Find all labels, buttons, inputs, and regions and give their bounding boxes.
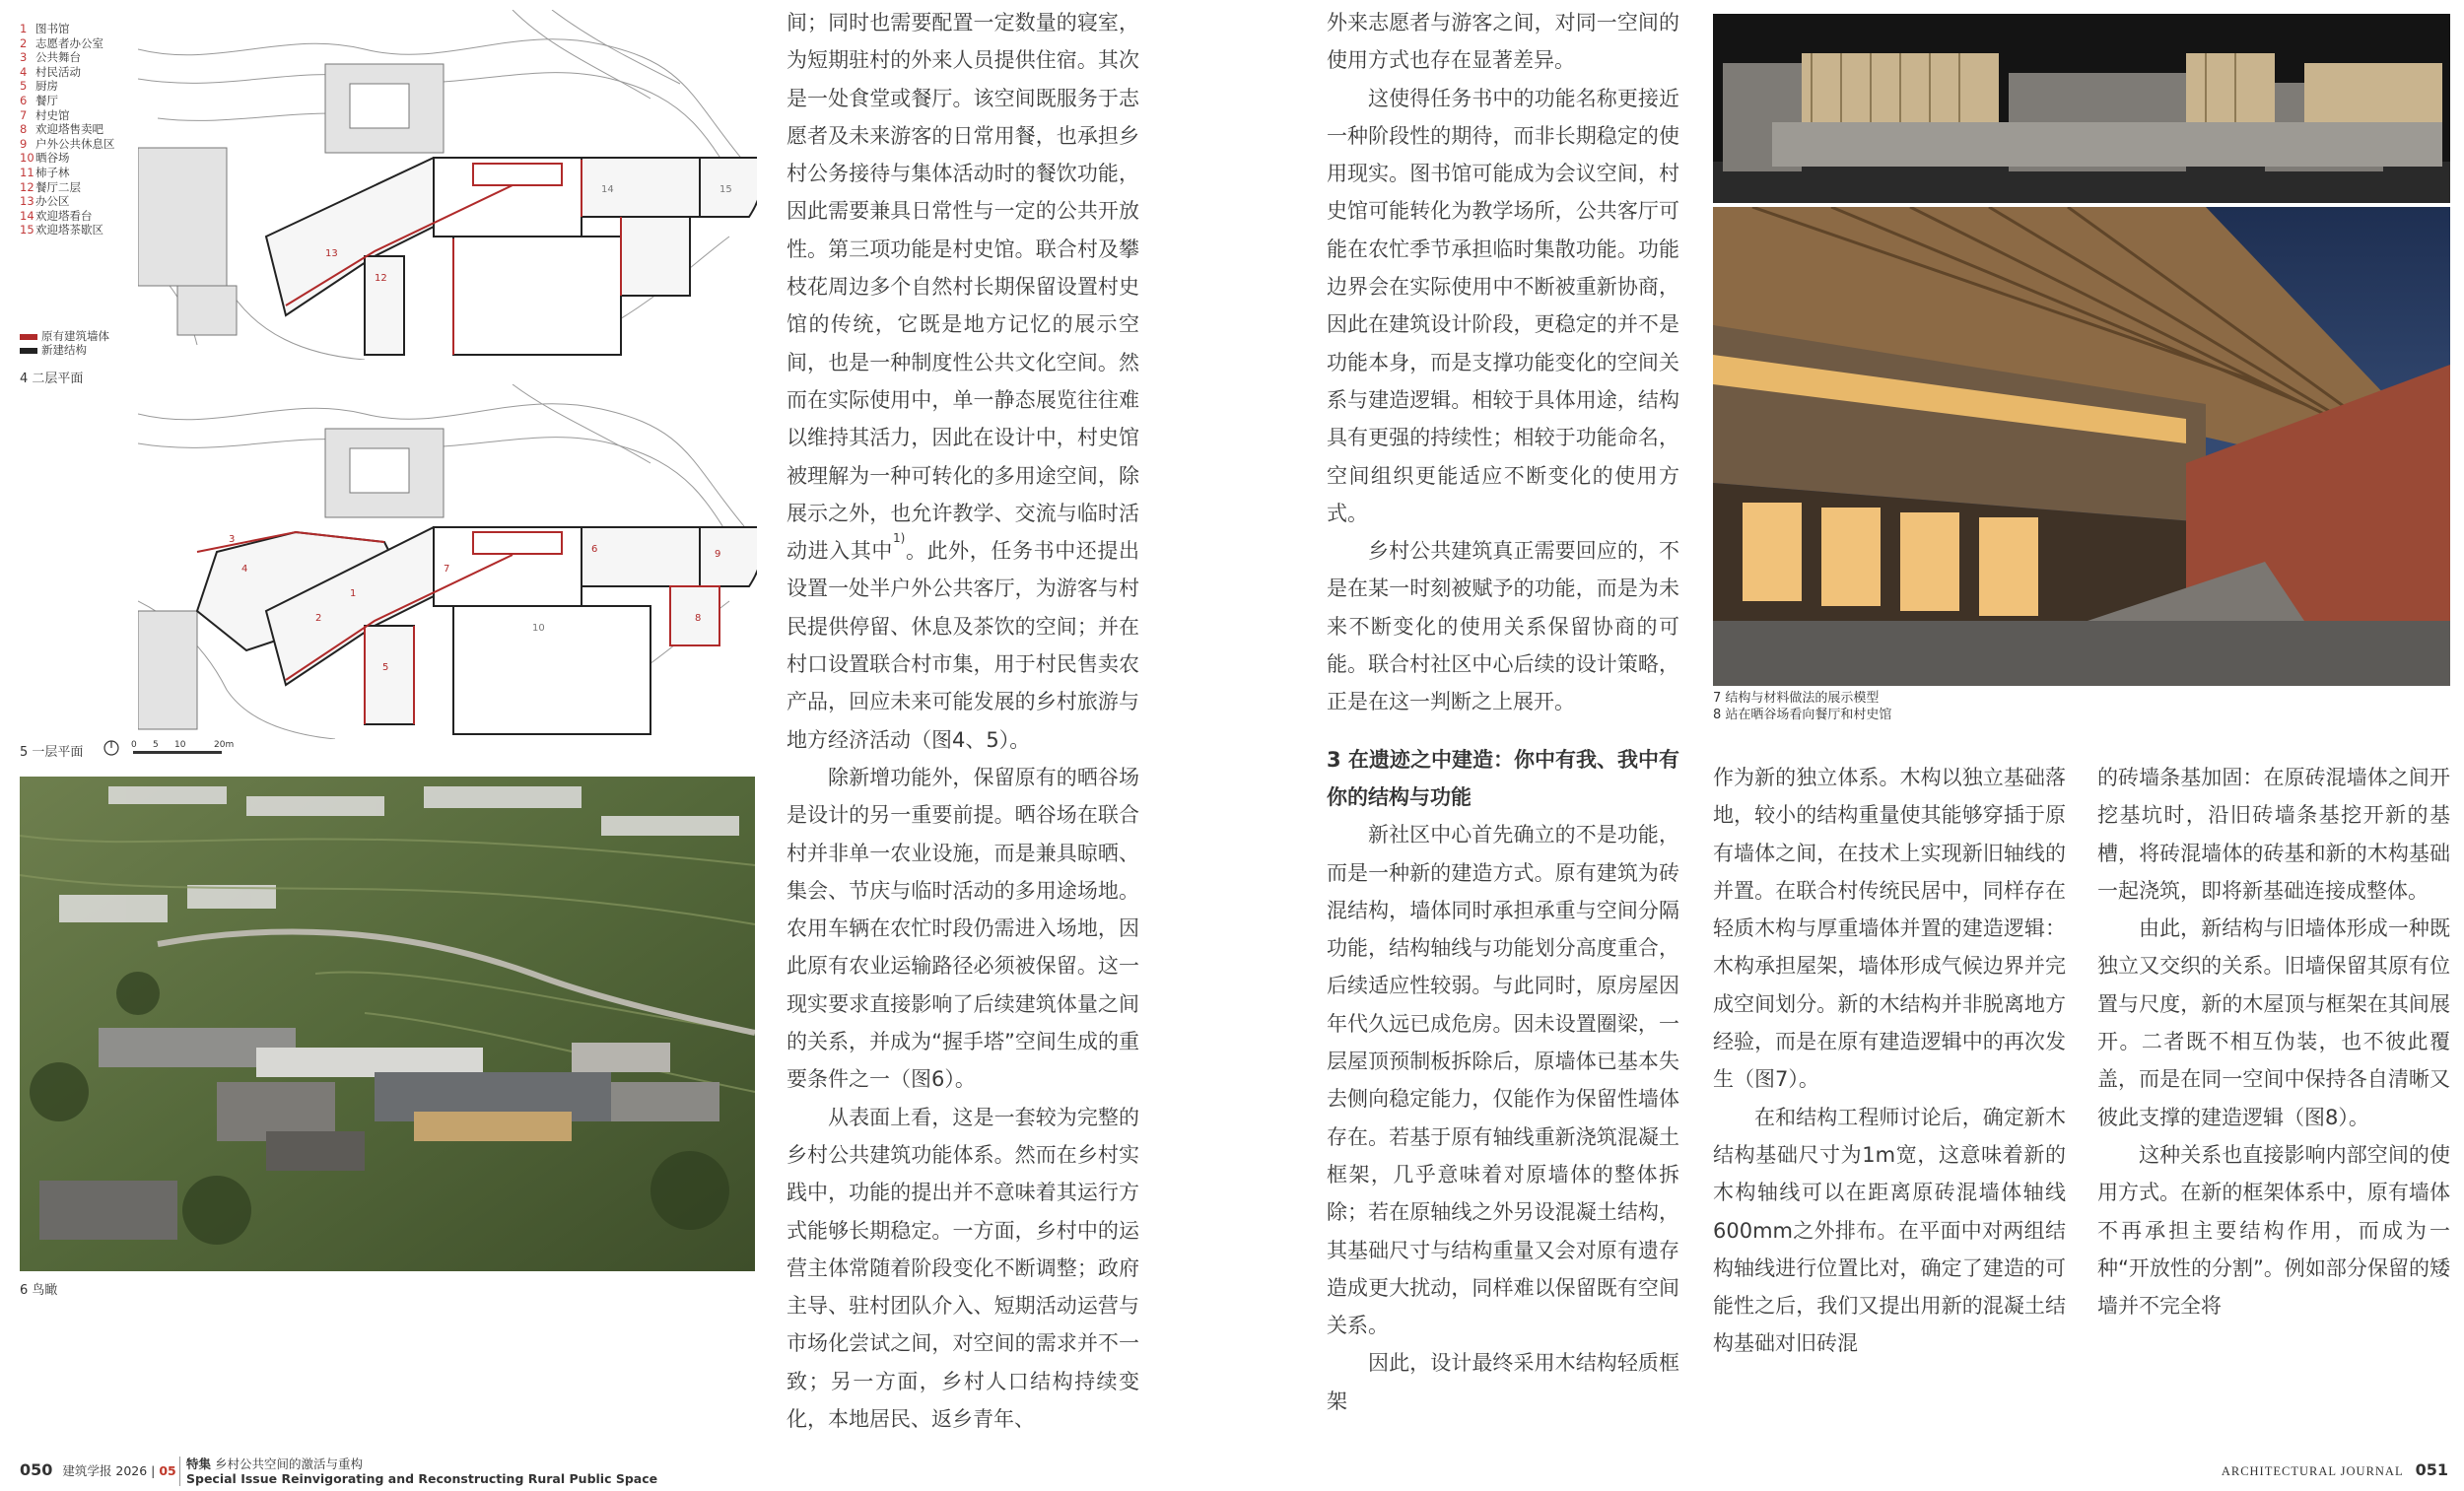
fig6-caption: 6 鸟瞰 bbox=[20, 1283, 58, 1298]
legend-item-number: 8 bbox=[20, 122, 28, 137]
scale-tick-5: 5 bbox=[153, 740, 159, 750]
page-number-left: 050 bbox=[20, 1460, 53, 1479]
journal-name-en: ARCHITECTURAL JOURNAL bbox=[2221, 1464, 2404, 1478]
col2-p5: 因此，设计最终采用木结构轻质框架 bbox=[1327, 1351, 1679, 1413]
plan-2f-label-14: 14 bbox=[601, 184, 614, 195]
topic-cn: 乡村公共空间的激活与重构 bbox=[215, 1457, 364, 1471]
col4-p3: 这种关系也直接影响内部空间的使用方式。在新的框架体系中，原有墙体不再承担主要结构作用，而成为一种“开放性的分割”。例如部分保留的矮墙并不完全将 bbox=[2097, 1142, 2450, 1319]
footer-left bbox=[20, 1460, 176, 1479]
plan-2f-label-12: 12 bbox=[375, 273, 387, 284]
legend-item bbox=[20, 36, 140, 51]
fig7-caption: 7 结构与材料做法的展示模型 bbox=[1713, 691, 1880, 706]
legend-item-number: 12 bbox=[20, 179, 34, 194]
legend-item-label: 户外公共休息区 bbox=[35, 136, 115, 151]
plan-1f-label-1: 1 bbox=[350, 588, 357, 599]
col1-p3: 从表面上看，这是一套较为完整的乡村公共建筑功能体系。然而在乡村实践中，功能的提出并不意味着其运行方式能够长期稳定。一方面，乡村中的运营主体常随着阶段变化不断调整；政府主导、驻村团队介入、短期活动运营与市场化尝试之间，对空间的需求并不一致；另一方面，乡村人口结构持续变化，本地居民、返乡青年、 bbox=[787, 1105, 1139, 1431]
plan-1f-label-2: 2 bbox=[315, 613, 322, 624]
legend-item-label: 欢迎塔茶歇区 bbox=[35, 223, 103, 237]
legend-item bbox=[20, 166, 140, 180]
legend-item bbox=[20, 223, 140, 237]
legend-item-label: 公共舞台 bbox=[35, 50, 81, 65]
plan-2f-label-13: 13 bbox=[325, 248, 338, 259]
legend-item bbox=[20, 22, 140, 36]
key-old-label: 原有建筑墙体 bbox=[41, 329, 109, 343]
fig4-caption: 4 二层平面 bbox=[20, 372, 84, 386]
col1-p1b: 。此外，任务书中还提出设置一处半户外公共客厅，为游客与村民提供停留、休息及茶饮的空间；并在村口设置联合村市集，用于村民售卖农产品，回应未来可能发展的乡村旅游与地方经济活动（图4、5）。 bbox=[787, 539, 1140, 752]
special-label-cn: 特集 bbox=[186, 1457, 212, 1471]
fig8-caption: 8 站在晒谷场看向餐厅和村史馆 bbox=[1713, 708, 1892, 722]
col1-p1: 间；同时也需要配置一定数量的寝室，为短期驻村的外来人员提供住宿。其次是一处食堂或餐厅。该空间既服务于志愿者及未来游客的日常用餐，也承担乡村公务接待与集体活动时的餐饮功能，因此需要兼具日常性与一定的公共开放性。第三项功能是村史馆。联合村及攀枝花周边多个自然村长期保留设置村史馆的传统，它既是地方记忆的展示空间，也是一种制度性公共文化空间。然而在实际使用中，单一静态展览往往难以维持其活力，因此在设计中，村史馆被理解为一种可转化的多用途空间，除展示之外，也允许教学、交流与临时活动进入其中 bbox=[787, 11, 1139, 564]
legend-item-label: 餐厅 bbox=[35, 93, 58, 107]
legend-item-number: 13 bbox=[20, 194, 34, 209]
footer-right bbox=[2222, 1460, 2448, 1479]
plan-1f-label-3: 3 bbox=[229, 534, 236, 545]
scale-tick-0: 0 bbox=[131, 740, 137, 750]
legend-item bbox=[20, 94, 140, 108]
plan-1f-label-4: 4 bbox=[241, 564, 248, 575]
footnote-ref-1: 1) bbox=[893, 531, 906, 546]
page-number-right: 051 bbox=[2415, 1460, 2448, 1479]
col3-p2: 在和结构工程师讨论后，确定新木结构基础尺寸为1m宽，这意味着新的木构轴线可以在距离原砖混墙体轴线600mm之外排布。在平面中对两组结构轴线进行位置比对，确定了建造的可能性之后，我们又提出用新的混凝土结构基础对旧砖混 bbox=[1713, 1105, 2066, 1356]
plan-1f-label-8: 8 bbox=[695, 613, 702, 624]
plan-legend bbox=[20, 22, 140, 237]
legend-item-label: 欢迎塔售卖吧 bbox=[35, 122, 103, 137]
col2-p3: 乡村公共建筑真正需要回应的，不是在某一时刻被赋予的功能，而是为未来不断变化的使用关系保留协商的可能。联合村社区中心后续的设计策略，正是在这一判断之上展开。 bbox=[1327, 539, 1679, 714]
model-photo bbox=[1713, 14, 2450, 203]
section-heading-3: 3 在遗迹之中建造：你中有我、我中有你的结构与功能 bbox=[1327, 747, 1679, 809]
second-floor-plan bbox=[138, 10, 757, 360]
fig5-caption: 5 一层平面 bbox=[20, 745, 84, 760]
scale-tick-20m: 20m bbox=[214, 740, 235, 750]
legend-item-label: 晒谷场 bbox=[35, 151, 70, 166]
plan-key bbox=[20, 329, 109, 357]
scale-bar bbox=[103, 737, 261, 759]
scale-tick-10: 10 bbox=[174, 740, 186, 750]
text-column-4 bbox=[2097, 759, 2450, 1324]
legend-item-label: 厨房 bbox=[35, 79, 58, 94]
legend-item-label: 柿子林 bbox=[35, 165, 70, 179]
legend-item bbox=[20, 50, 140, 65]
legend-item-label: 餐厅二层 bbox=[35, 179, 81, 194]
legend-item bbox=[20, 65, 140, 80]
plan-1f-label-9: 9 bbox=[715, 549, 721, 560]
text-column-3 bbox=[1713, 759, 2066, 1363]
legend-item bbox=[20, 180, 140, 195]
new-structure-swatch bbox=[20, 348, 37, 354]
col4-p1: 的砖墙条基加固：在原砖混墙体之间开挖基坑时，沿旧砖墙条基挖开新的基槽，将砖混墙体的砖基和新的木构基础一起浇筑，即将新基础连接成整体。 bbox=[2097, 766, 2450, 903]
legend-item-number: 10 bbox=[20, 151, 34, 166]
plan-1f-label-7: 7 bbox=[444, 564, 450, 575]
legend-item-number: 7 bbox=[20, 107, 28, 122]
key-new-label: 新建结构 bbox=[41, 343, 87, 357]
col2-p2: 这使得任务书中的功能名称更接近一种阶段性的期待，而非长期稳定的使用现实。图书馆可能成为会议空间，村史馆可能转化为教学场所，公共客厅可能在农忙季节承担临时集散功能。功能边界会在实际使用中不断被重新协商，因此在建筑设计阶段，更稳定的并不是功能本身，而是支撑功能变化的空间关系与建造逻辑。相较于具体用途，结构具有更强的持续性；相较于功能命名，空间组织更能适应不断变化的使用方式。 bbox=[1327, 86, 1679, 525]
legend-item bbox=[20, 209, 140, 224]
plan-1f-label-5: 5 bbox=[382, 662, 389, 673]
legend-item-label: 图书馆 bbox=[35, 22, 70, 35]
legend-item bbox=[20, 108, 140, 123]
legend-item-number: 14 bbox=[20, 208, 34, 223]
old-wall-swatch bbox=[20, 334, 37, 340]
legend-item bbox=[20, 137, 140, 152]
text-column-1 bbox=[787, 4, 1139, 1438]
legend-item-number: 11 bbox=[20, 165, 34, 179]
legend-item bbox=[20, 151, 140, 166]
legend-item-number: 2 bbox=[20, 35, 28, 50]
plan-2f-label-15: 15 bbox=[719, 184, 732, 195]
legend-item-number: 9 bbox=[20, 136, 28, 151]
legend-item-label: 村史馆 bbox=[35, 107, 70, 122]
plan-1f-label-6: 6 bbox=[591, 544, 598, 555]
legend-item-number: 6 bbox=[20, 93, 28, 107]
legend-item bbox=[20, 79, 140, 94]
legend-item bbox=[20, 194, 140, 209]
legend-item-label: 欢迎塔看台 bbox=[35, 208, 93, 223]
legend-item-number: 5 bbox=[20, 79, 28, 94]
issue-number: 05 bbox=[159, 1463, 176, 1478]
first-floor-plan bbox=[138, 384, 757, 739]
aerial-photo bbox=[20, 777, 755, 1271]
legend-item-label: 村民活动 bbox=[35, 64, 81, 79]
col2-p1: 外来志愿者与游客之间，对同一空间的使用方式也存在显著差异。 bbox=[1327, 11, 1679, 73]
legend-item-number: 15 bbox=[20, 223, 34, 237]
col4-p2: 由此，新结构与旧墙体形成一种既独立又交织的关系。旧墙保留其原有位置与尺度，新的木屋顶与框架在其间展开。二者既不相互伪装，也不彼此覆盖，而是在同一空间中保持各自清晰又彼此支撑的建造逻辑（图8）。 bbox=[2097, 916, 2450, 1129]
legend-item-label: 志愿者办公室 bbox=[35, 35, 103, 50]
legend-item-number: 3 bbox=[20, 50, 28, 65]
special-label-en: Special Issue Reinvigorating and Reconstructing Rural Public Space bbox=[186, 1471, 658, 1486]
legend-item-label: 办公区 bbox=[35, 194, 70, 209]
col1-p2: 除新增功能外，保留原有的晒谷场是设计的另一重要前提。晒谷场在联合村并非单一农业设施，而是兼具晾晒、集会、节庆与临时活动的多用途场地。农用车辆在农忙时段仍需进入场地，因此原有农业运输路径必须被保留。这一现实要求直接影响了后续建筑体量之间的关系，并成为“握手塔”空间生成的重要条件之一（图6）。 bbox=[787, 765, 1139, 1092]
journal-name-cn: 建筑学报 2026 | bbox=[62, 1463, 160, 1478]
plan-1f-label-10: 10 bbox=[532, 623, 545, 634]
text-column-2 bbox=[1327, 4, 1679, 1420]
legend-item bbox=[20, 122, 140, 137]
footer-special-issue bbox=[179, 1457, 657, 1486]
legend-item-number: 4 bbox=[20, 64, 28, 79]
legend-item-number: 1 bbox=[20, 22, 28, 35]
photo-captions bbox=[1713, 690, 1891, 723]
building-night-photo bbox=[1713, 207, 2450, 686]
col3-p1: 作为新的独立体系。木构以独立基础落地，较小的结构重量使其能够穿插于原有墙体之间，在技术上实现新旧轴线的并置。在联合村传统民居中，同样存在轻质木构与厚重墙体并置的建造逻辑：木构承担屋架，墙体形成气候边界并完成空间划分。新的木结构并非脱离地方经验，而是在原有建造逻辑中的再次发生（图7）。 bbox=[1713, 766, 2066, 1092]
col2-p4: 新社区中心首先确立的不是功能，而是一种新的建造方式。原有建筑为砖混结构，墙体同时承担承重与空间分隔功能，结构轴线与功能划分高度重合，后续适应性较弱。与此同时，原房屋因年代久远已成危房。因未设置圈梁，一层屋顶预制板拆除后，原墙体已基本失去侧向稳定能力，仅能作为保留性墙体存在。若基于原有轴线重新浇筑混凝土框架，几乎意味着对原墙体的整体拆除；若在原轴线之外另设混凝土结构，其基础尺寸与结构重量又会对原有遗存造成更大扰动，同样难以保留既有空间关系。 bbox=[1327, 823, 1679, 1338]
